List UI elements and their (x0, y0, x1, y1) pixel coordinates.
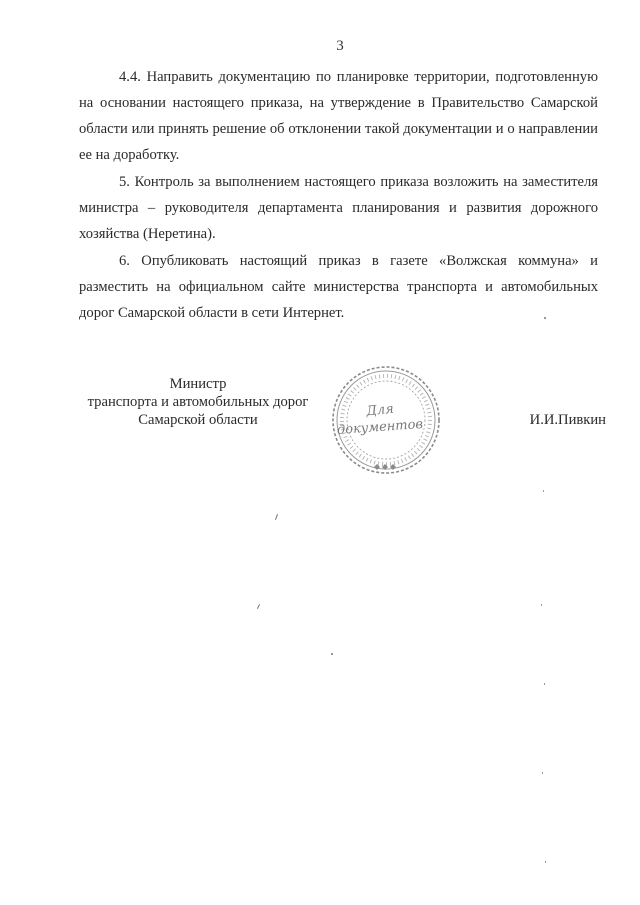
scan-speck (543, 490, 544, 492)
signatory-role (60, 375, 336, 429)
scan-speck (545, 861, 546, 863)
paragraph-5: 5. Контроль за выполнением настоящего приказа возложить на заместителя министра – руководителя департамента планирования и развития дорожного хозяйства (Неретина). (79, 174, 598, 242)
scan-speck (544, 683, 545, 685)
paragraph-6: 6. Опубликовать настоящий приказ в газете «Волжская коммуна» и разместить на официальном сайте министерства транспорта и автомобильных дорог Самарской области в сети Интернет. (79, 253, 598, 321)
paragraph-4-4: 4.4. Направить документацию по планировке территории, подготовленную на основании настоящего приказа, на утверждение в Правительство Самарской области или принять решение об отклонении такой документации и о направлении ее на доработку. (79, 69, 598, 163)
scan-speck (542, 772, 543, 774)
signatory-role-line-1: Министр (169, 376, 227, 392)
page-number: 3 (336, 38, 344, 54)
signatory-role-line-3: Самарской области (138, 412, 258, 428)
scan-speck (544, 317, 546, 319)
seal-text-line-1: Для (365, 401, 395, 420)
scan-speck (275, 514, 278, 520)
signatory-role-line-2: транспорта и автомобильных дорог (87, 394, 309, 410)
seal-text-line-2: документов (336, 417, 424, 438)
seal-text (329, 402, 443, 436)
document-body (79, 64, 598, 326)
signatory-name: И.И.Пивкин (529, 412, 606, 428)
scan-speck (331, 653, 333, 655)
official-seal (329, 364, 443, 476)
scan-speck (257, 604, 260, 609)
scan-speck (541, 604, 542, 606)
